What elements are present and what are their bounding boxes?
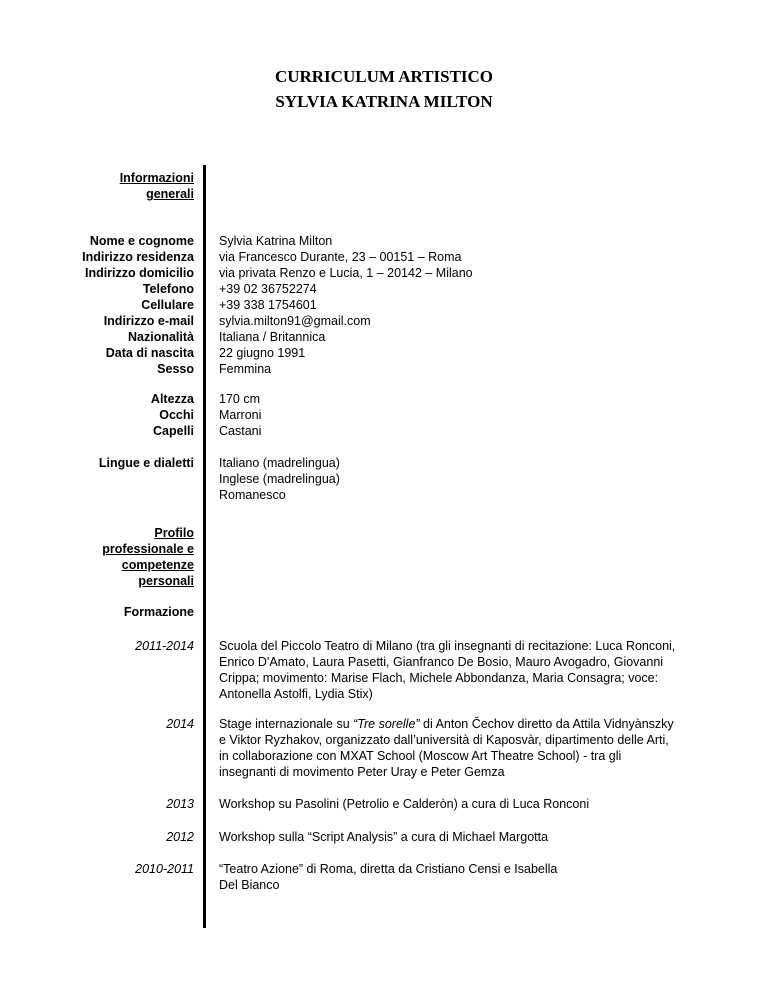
value-sex: Femmina <box>219 362 272 376</box>
description-line: Workshop su Pasolini (Petrolio e Calderòn) a cura di Luca Ronconi <box>219 797 590 811</box>
description-line: e Viktor Ryzhakov, organizzato dall’università di Kaposvàr, dipartimento delle Arti, <box>219 733 669 747</box>
physical-values <box>219 391 719 439</box>
year-text: 2012 <box>166 830 194 844</box>
description-line: insegnanti di movimento Peter Uray e Peter Gemza <box>219 765 505 779</box>
label-languages: Lingue e dialetti <box>98 456 194 470</box>
value-height: 170 cm <box>219 392 260 406</box>
training-description <box>219 716 709 780</box>
label-domicile: Indirizzo domicilio <box>84 266 194 280</box>
label-residence: Indirizzo residenza <box>82 250 194 264</box>
section-heading-training <box>124 604 194 620</box>
language-item: Inglese (madrelingua) <box>219 472 340 486</box>
label-sex: Sesso <box>157 362 194 376</box>
label-name: Nome e cognome <box>89 234 194 248</box>
heading-line: generali <box>146 187 194 201</box>
value-email: sylvia.milton91@gmail.com <box>219 314 371 328</box>
section-heading-profile <box>102 525 194 589</box>
training-heading-text: Formazione <box>123 605 194 619</box>
training-year <box>135 638 194 654</box>
training-description <box>219 861 709 893</box>
personal-labels <box>82 233 194 377</box>
description-text: Stage internazionale su <box>219 717 354 731</box>
value-residence: via Francesco Durante, 23 – 00151 – Roma <box>219 250 462 264</box>
physical-labels <box>151 391 194 439</box>
year-text: 2011-2014 <box>135 639 194 653</box>
label-height: Altezza <box>150 392 194 406</box>
heading-line: Informazioni <box>119 171 194 185</box>
year-text: 2013 <box>166 797 194 811</box>
value-mobile: +39 338 1754601 <box>219 298 317 312</box>
value-phone: +39 02 36752274 <box>219 282 317 296</box>
year-text: 2010-2011 <box>135 862 194 876</box>
heading-line: professionale e <box>102 542 194 556</box>
value-hair: Castani <box>219 424 262 438</box>
label-hair: Capelli <box>153 424 194 438</box>
label-eyes: Occhi <box>159 408 194 422</box>
document-title: CURRICULUM ARTISTICO <box>274 67 494 86</box>
label-email: Indirizzo e-mail <box>103 314 194 328</box>
description-line: in collaborazione con MXAT School (Moscow Art Theatre School) - tra gli <box>219 749 622 763</box>
training-description <box>219 829 709 845</box>
heading-line: competenze <box>121 558 194 572</box>
training-year <box>166 796 194 812</box>
description-line: Crippa; movimento: Marise Flach, Michele Abbondanza, Maria Consagra; voce: <box>219 671 659 685</box>
document-subtitle-name: SYLVIA KATRINA MILTON <box>275 92 493 111</box>
languages-label <box>99 455 194 471</box>
play-title: “Tre sorelle” <box>353 717 420 731</box>
year-text: 2014 <box>166 717 194 731</box>
value-domicile: via privata Renzo e Lucia, 1 – 20142 – Milano <box>219 266 473 280</box>
training-description <box>219 796 709 812</box>
description-line: Scuola del Piccolo Teatro di Milano (tra gli insegnanti di recitazione: Luca Ronconi, <box>219 639 676 653</box>
description-line: Enrico D'Amato, Laura Pasetti, Gianfranco De Bosio, Mauro Avogadro, Giovanni <box>219 655 664 669</box>
training-year <box>166 716 194 732</box>
training-year <box>135 861 194 877</box>
languages-values <box>219 455 719 503</box>
description-line: Del Bianco <box>219 878 280 892</box>
heading-line: personali <box>138 574 194 588</box>
label-mobile: Cellulare <box>141 298 194 312</box>
training-year <box>166 829 194 845</box>
value-nationality: Italiana / Britannica <box>219 330 326 344</box>
label-phone: Telefono <box>142 282 194 296</box>
label-birthdate: Data di nascita <box>105 346 194 360</box>
language-item: Romanesco <box>219 488 286 502</box>
section-heading-general <box>120 170 194 202</box>
description-line <box>219 716 709 732</box>
language-item: Italiano (madrelingua) <box>219 456 340 470</box>
value-birthdate: 22 giugno 1991 <box>219 346 306 360</box>
label-nationality: Nazionalità <box>128 330 194 344</box>
description-text: di Anton Čechov diretto da Attila Vidnyànszky <box>419 717 674 731</box>
vertical-divider <box>203 165 206 928</box>
training-description <box>219 638 709 702</box>
value-name: Sylvia Katrina Milton <box>219 234 333 248</box>
value-eyes: Marroni <box>219 408 262 422</box>
description-line: Antonella Astolfi, Lydia Stix) <box>219 687 373 701</box>
description-line: Workshop sulla “Script Analysis” a cura di Michael Margotta <box>219 830 549 844</box>
personal-values <box>219 233 719 377</box>
description-line: “Teatro Azione” di Roma, diretta da Cristiano Censi e Isabella <box>219 862 558 876</box>
heading-line: Profilo <box>154 526 194 540</box>
